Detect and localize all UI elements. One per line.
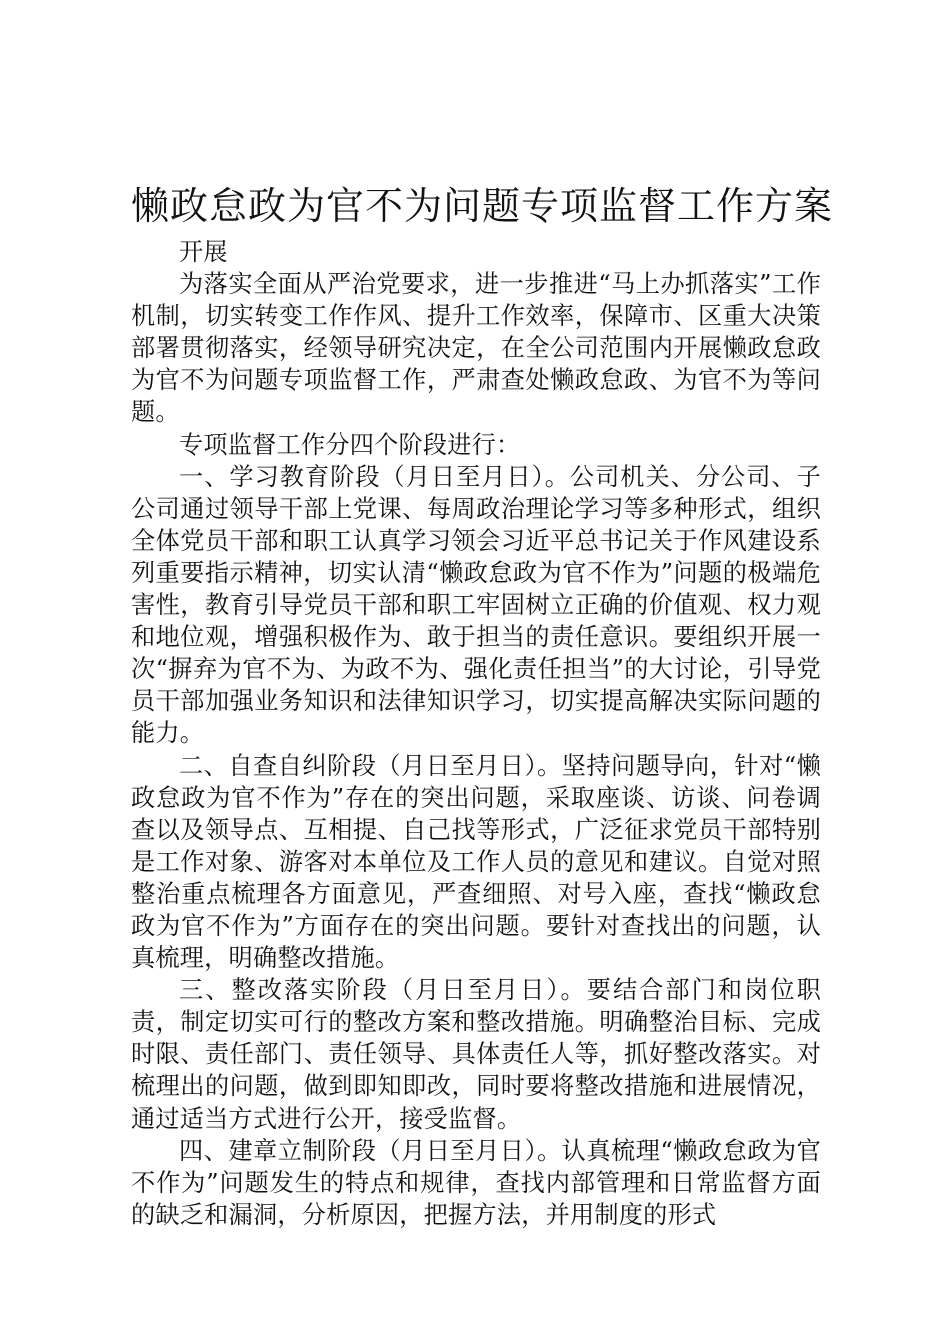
paragraph-intro-heading: 开展 (179, 238, 228, 266)
paragraph-stage-2: 二、自查自纠阶段（月日至月日）。坚持问题导向，针对“懒政怠政为官不作为”存在的突出问题，采取座谈、访谈、问卷调查以及领导点、互相提、自己找等形式，广泛征求党员干部特别是工作对象、游客对本单位及工作人员的意见和建议。自觉对照整治重点梳理各方面意见，严查细照、对号入座，查找“懒政怠政为官不作为”方面存在的突出问题。要针对查找出的问题，认真梳理，明确整改措施。 (131, 751, 821, 973)
document-title: 懒政怠政为官不为问题专项监督工作方案 (131, 184, 834, 228)
paragraph-stage-4: 四、建章立制阶段（月日至月日）。认真梳理“懒政怠政为官不作为”问题发生的特点和规律，查找内部管理和日常监督方面的缺乏和漏洞，分析原因，把握方法，并用制度的形式 (131, 1136, 821, 1229)
paragraph-stage-3: 三、整改落实阶段（月日至月日）。要结合部门和岗位职责，制定切实可行的整改方案和整改措施。明确整治目标、完成时限、责任部门、责任领导、具体责任人等，抓好整改落实。对梳理出的问题，做到即知即改，同时要将整改措施和进展情况，通过适当方式进行公开，接受监督。 (131, 976, 821, 1133)
document-page (131, 178, 834, 1231)
paragraph-stages-intro: 专项监督工作分四个阶段进行： (179, 430, 521, 459)
paragraph-stage-1: 一、学习教育阶段（月日至月日）。公司机关、分公司、子公司通过领导干部上党课、每周政治理论学习等多种形式，组织全体党员干部和职工认真学习领会习近平总书记关于作风建设系列重要指示精神，切实认清“懒政怠政为官不作为”问题的极端危害性，教育引导党员干部和职工牢固树立正确的价值观、权力观和地位观，增强积极作为、敢于担当的责任意识。要组织开展一次“摒弃为官不为、为政不为、强化责任担当”的大讨论，引导党员干部加强业务知识和法律知识学习，切实提高解决实际问题的能力。 (131, 462, 821, 748)
paragraph-purpose: 为落实全面从严治党要求，进一步推进“马上办抓落实”工作机制，切实转变工作作风、提升工作效率，保障市、区重大决策部署贯彻落实，经领导研究决定，在全公司范围内开展懒政怠政为官不为问题专项监督工作，严肃查处懒政怠政、为官不为等问题。 (131, 270, 821, 427)
